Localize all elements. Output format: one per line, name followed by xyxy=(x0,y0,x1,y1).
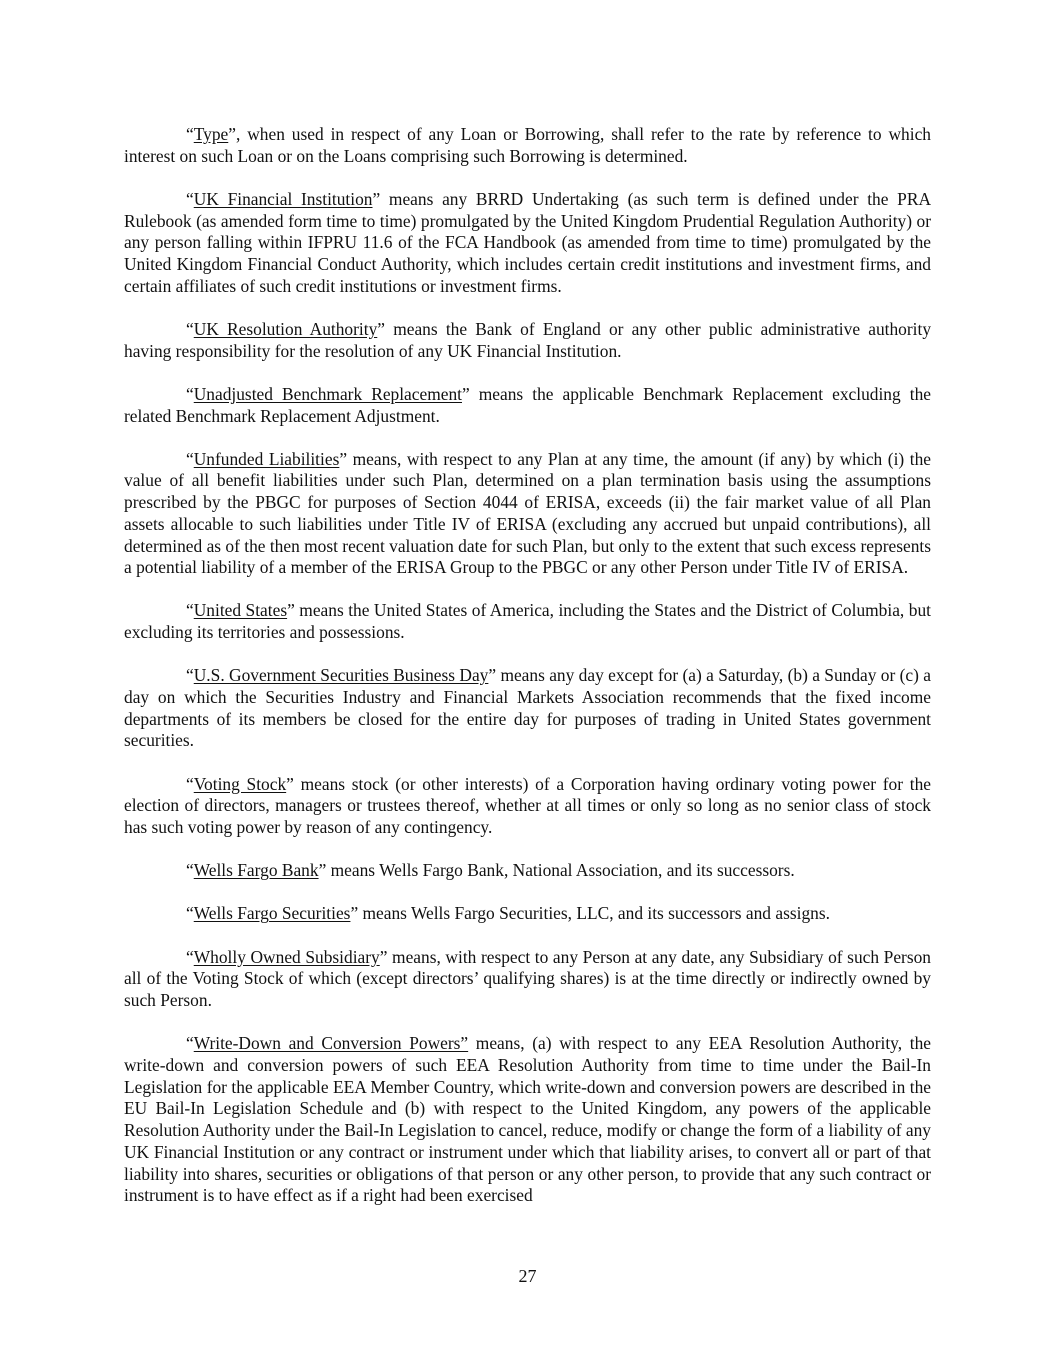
defined-term: Wells Fargo Bank xyxy=(193,860,319,881)
defined-term: Wholly Owned Subsidiary xyxy=(193,946,380,967)
defined-term: Write-Down and Conversion Powers” xyxy=(193,1033,469,1054)
definition-paragraph xyxy=(124,600,931,643)
open-quote: “ xyxy=(186,946,194,967)
definition-text: ” means Wells Fargo Securities, LLC, and its successors and assigns. xyxy=(350,903,830,924)
document-body xyxy=(124,124,931,1228)
open-quote: “ xyxy=(186,188,194,209)
definition-paragraph xyxy=(124,384,931,427)
open-quote: “ xyxy=(186,124,194,144)
open-quote: “ xyxy=(186,600,194,621)
defined-term: Voting Stock xyxy=(193,773,287,794)
definition-text: ” means stock (or other interests) of a Corporation having ordinary voting power for the election of directors, managers or trustees thereof, whether at all times or only so long as no senior class of stock has such voting power by reason of any contingency. xyxy=(124,773,931,838)
open-quote: “ xyxy=(186,665,194,686)
definition-text: ” means the Bank of England or any other public administrative authority having responsibility for the resolution of any UK Financial Institution. xyxy=(124,318,932,361)
defined-term: UK Financial Institution xyxy=(193,188,373,209)
definition-text: means, (a) with respect to any EEA Resolution Authority, the write-down and conversion powers of such EEA Resolution Authority from time to time under the Bail-In Legislation for the applicable EEA Member Country, which write-down and conversion powers are described in the EU Bail-In Legislation Schedule and (b) with respect to the United Kingdom, any powers of the applicable Resolution Authority under the Bail-In Legislation to cancel, reduce, modify or change the form of a liability of any UK Financial Institution or any contract or instrument under which that liability arises, to convert all or part of that liability into shares, securities or obligations of that person or any other person, to provide that any such contract or instrument is to have effect as if a right had been exercised xyxy=(124,1033,931,1206)
defined-term: Unfunded Liabilities xyxy=(193,448,340,469)
open-quote: “ xyxy=(186,383,194,404)
open-quote: “ xyxy=(186,1033,194,1054)
definition-paragraph xyxy=(124,319,931,362)
defined-term: U.S. Government Securities Business Day xyxy=(193,665,489,686)
definition-paragraph xyxy=(124,665,931,752)
definition-text: ” means, with respect to any Person at any date, any Subsidiary of such Person all of the Voting Stock of which (except directors’ qualifying shares) is at the time directly or indirectly owned by such Person. xyxy=(124,946,931,1011)
definition-text: ” means the applicable Benchmark Replacement excluding the related Benchmark Replacement Adjustment. xyxy=(124,383,931,426)
definition-paragraph xyxy=(124,1033,931,1207)
open-quote: “ xyxy=(186,773,194,794)
definition-text: ” means, with respect to any Plan at any time, the amount (if any) by which (i) the value of all benefit liabilities under such Plan, determined on a plan termination basis using the assumptions prescribed by the PBGC for purposes of Section 4044 of ERISA, exceeds (ii) the fair market value of all Plan assets allocable to such liabilities under Title IV of ERISA (excluding any accrued but unpaid contributions), all determined as of the then most recent valuation date for such Plan, but only to the extent that such excess represents a potential liability of a member of the ERISA Group to the PBGC or any other Person under Title IV of ERISA. xyxy=(124,448,931,578)
definition-paragraph xyxy=(124,860,931,882)
open-quote: “ xyxy=(186,318,194,339)
definition-paragraph xyxy=(124,449,931,579)
page-number: 27 xyxy=(518,1266,537,1286)
definition-text: ”, when used in respect of any Loan or Borrowing, shall refer to the rate by reference to which interest on such Loan or on the Loans comprising such Borrowing is determined. xyxy=(124,124,931,166)
definition-text: ” means any BRRD Undertaking (as such term is defined under the PRA Rulebook (as amended form time to time) promulgated by the United Kingdom Prudential Regulation Authority) or any person falling within IFPRU 11.6 of the FCA Handbook (as amended from time to time) promulgated by the United Kingdom Financial Conduct Authority, which includes certain credit institutions and investment firms, and certain affiliates of such credit institutions or investment firms. xyxy=(124,188,932,296)
defined-term: United States xyxy=(193,600,288,621)
definition-text: ” means Wells Fargo Bank, National Association, and its successors. xyxy=(318,860,795,881)
defined-term: Type xyxy=(193,124,229,144)
open-quote: “ xyxy=(186,903,194,924)
definition-paragraph xyxy=(124,903,931,925)
open-quote: “ xyxy=(186,860,194,881)
definition-paragraph xyxy=(124,124,931,167)
defined-term: UK Resolution Authority xyxy=(193,318,378,339)
defined-term: Wells Fargo Securities xyxy=(193,903,351,924)
definition-text: ” means the United States of America, including the States and the District of Columbia, but excluding its territories and possessions. xyxy=(124,600,931,643)
defined-term: Unadjusted Benchmark Replacement xyxy=(193,383,462,404)
definition-paragraph xyxy=(124,774,931,839)
definition-text: ” means any day except for (a) a Saturday, (b) a Sunday or (c) a day on which the Securities Industry and Financial Markets Association recommends that the fixed income departments of its members be closed for the entire day for purposes of trading in United States government securities. xyxy=(124,665,931,751)
open-quote: “ xyxy=(186,448,194,469)
definition-paragraph xyxy=(124,189,931,298)
definition-paragraph xyxy=(124,947,931,1012)
